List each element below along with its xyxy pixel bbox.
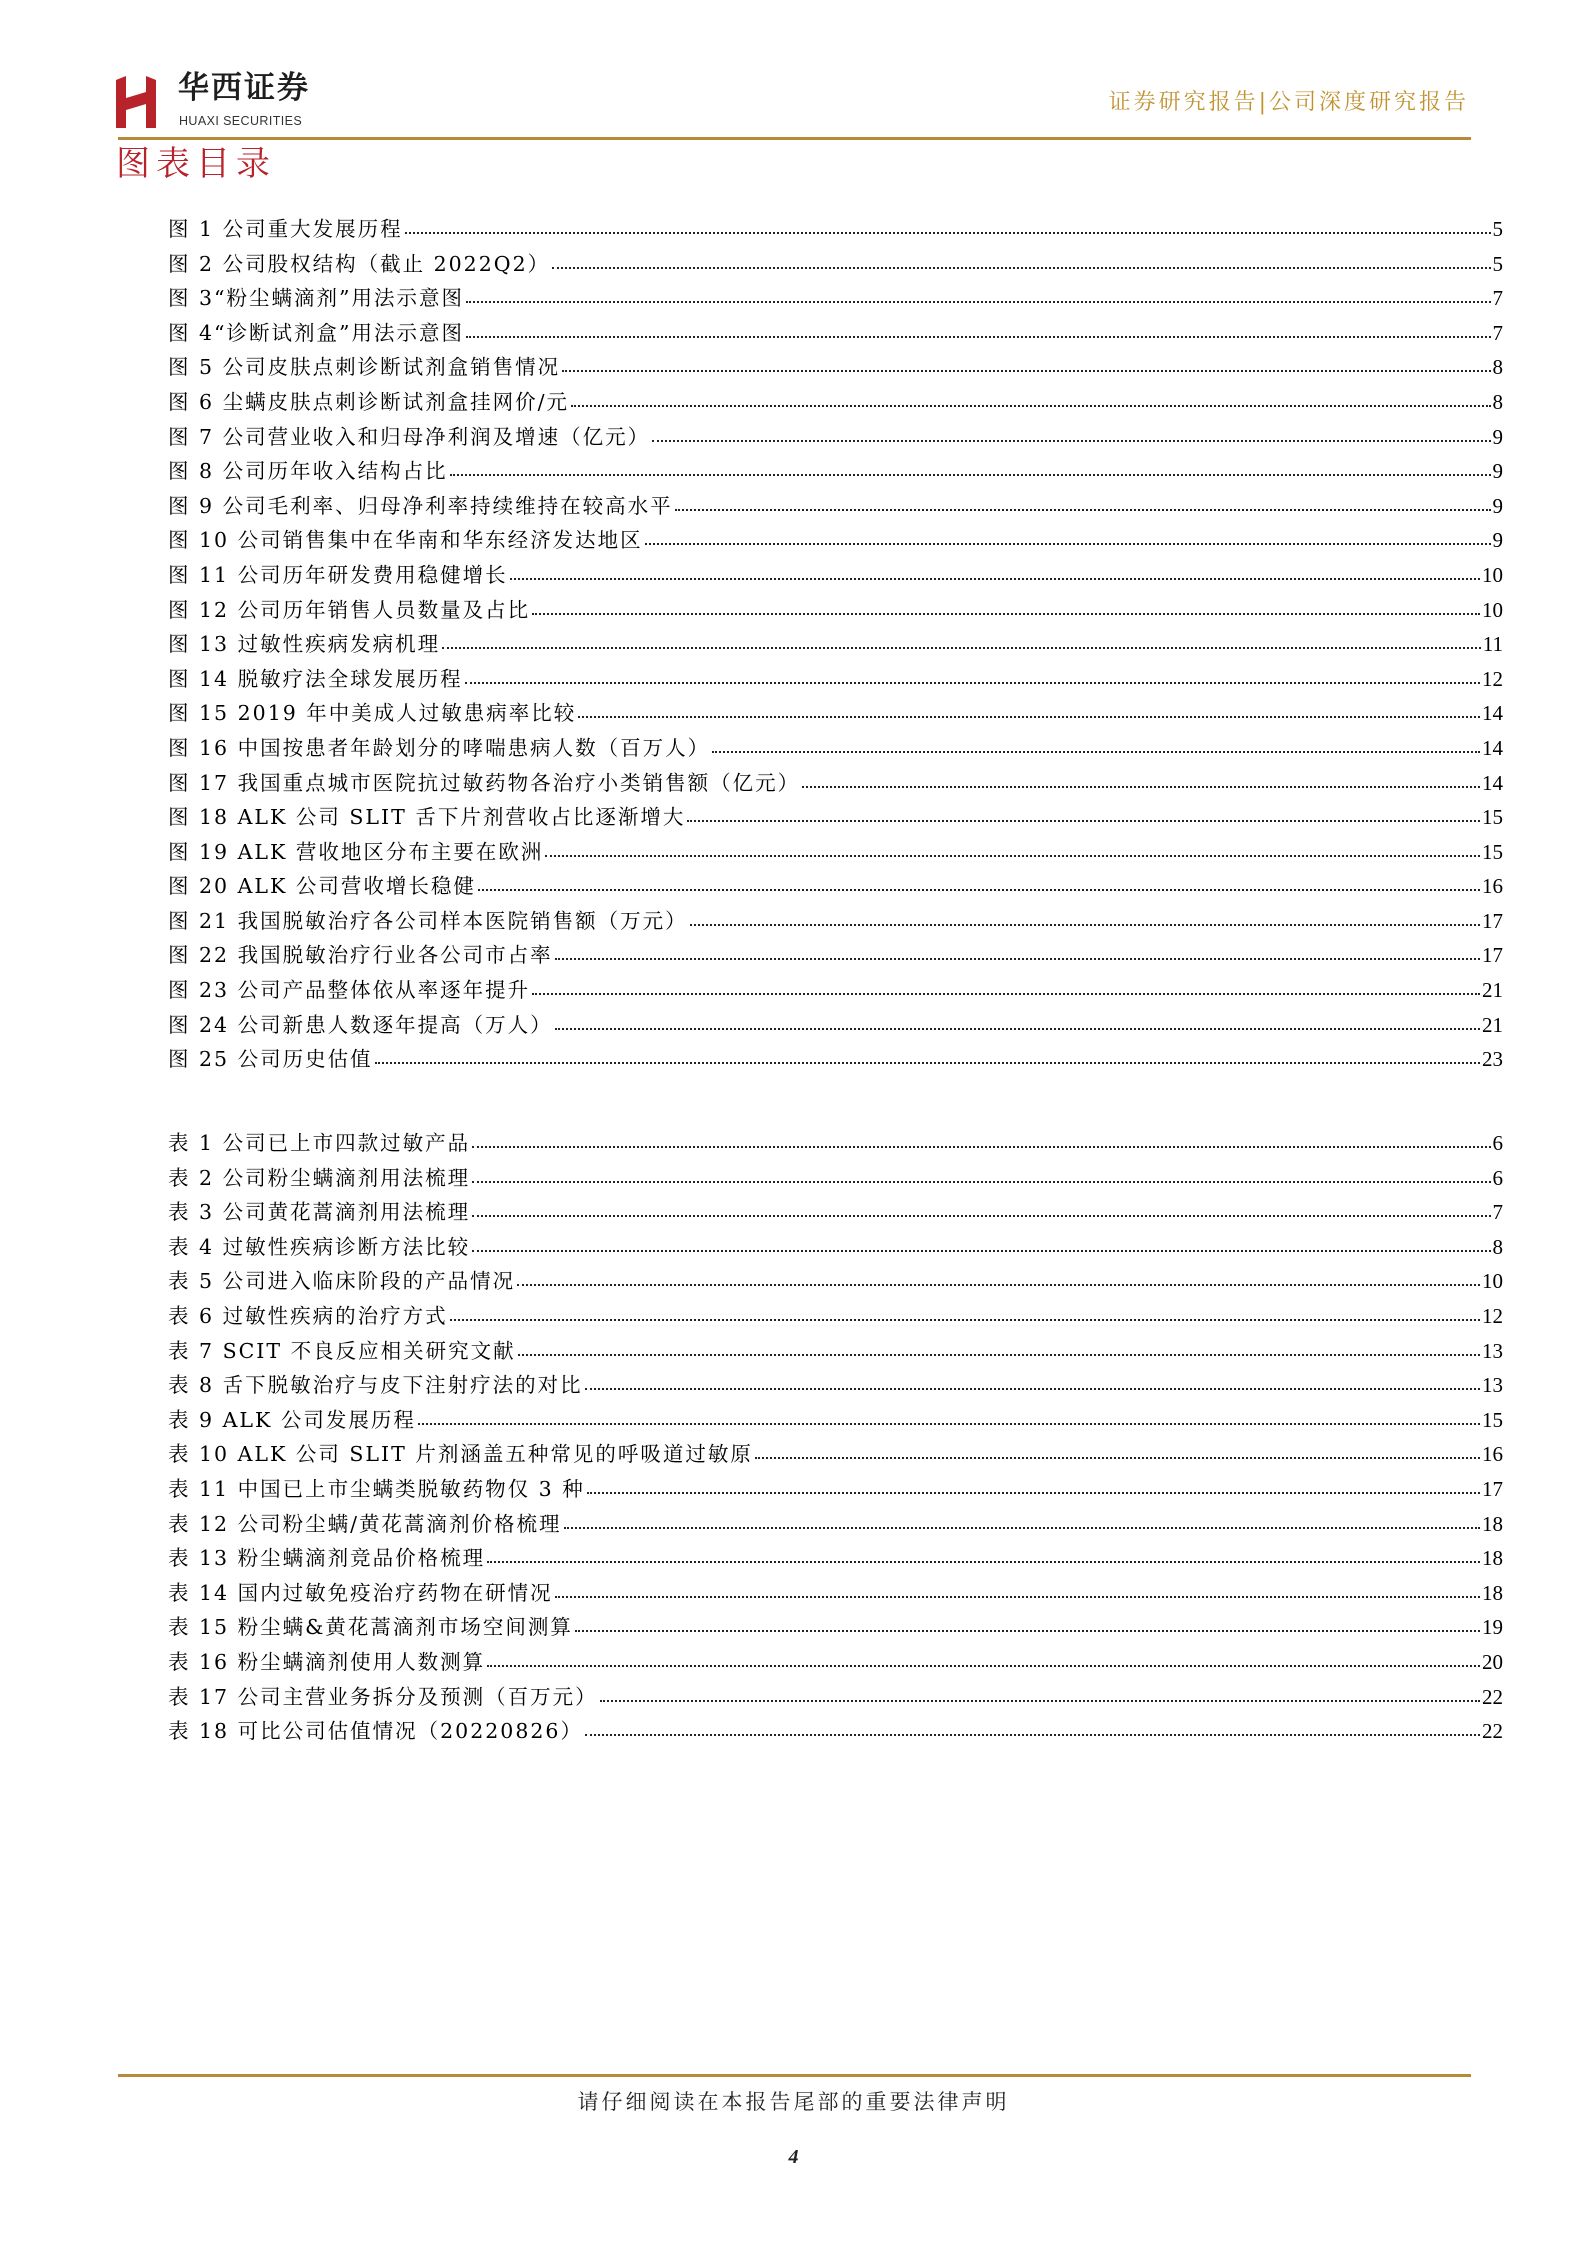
toc-leader-dots	[375, 1058, 1480, 1064]
toc-leader-dots	[687, 816, 1480, 822]
toc-item-page: 8	[1492, 389, 1503, 414]
figure-toc-item[interactable]	[168, 1042, 1503, 1077]
toc-item-label: 图 3“粉尘螨滴剂”用法示意图	[168, 286, 465, 311]
toc-item-page: 9	[1492, 459, 1503, 484]
page-header	[0, 0, 1587, 145]
toc-item-page: 20	[1482, 1649, 1503, 1674]
table-toc-item[interactable]	[168, 1507, 1503, 1542]
figure-toc-item[interactable]	[168, 731, 1503, 766]
toc-item-label: 图 8 公司历年收入结构占比	[168, 459, 448, 484]
toc-item-label: 表 4 过敏性疾病诊断方法比较	[168, 1234, 471, 1259]
toc-item-label: 表 18 可比公司估值情况（20220826）	[168, 1719, 583, 1744]
toc-item-page: 18	[1482, 1546, 1503, 1571]
toc-item-label: 图 12 公司历年销售人员数量及占比	[168, 597, 531, 622]
toc-item-page: 7	[1492, 286, 1503, 311]
page-number: 4	[788, 2146, 799, 2168]
toc-item-label: 表 15 粉尘螨&黄花蒿滴剂市场空间测算	[168, 1615, 573, 1640]
figure-toc-item[interactable]	[168, 523, 1503, 558]
toc-item-label: 表 2 公司粉尘螨滴剂用法梳理	[168, 1165, 471, 1190]
toc-item-page: 19	[1482, 1615, 1503, 1640]
table-toc-item[interactable]	[168, 1368, 1503, 1403]
table-toc-item[interactable]	[168, 1576, 1503, 1611]
toc-item-label: 图 6 尘螨皮肤点刺诊断试剂盒挂网价/元	[168, 389, 569, 414]
toc-item-label: 图 18 ALK 公司 SLIT 舌下片剂营收占比逐渐增大	[168, 805, 686, 830]
toc-leader-dots	[418, 1419, 1480, 1425]
toc-item-label: 图 14 脱敏疗法全球发展历程	[168, 666, 463, 691]
toc-item-label: 表 5 公司进入临床阶段的产品情况	[168, 1269, 516, 1294]
table-list	[168, 1126, 1503, 1749]
figure-toc-item[interactable]	[168, 627, 1503, 662]
table-toc-item[interactable]	[168, 1161, 1503, 1196]
toc-leader-dots	[755, 1453, 1480, 1459]
toc-leader-dots	[555, 954, 1480, 960]
toc-leader-dots	[555, 1592, 1480, 1598]
toc-item-page: 8	[1492, 1234, 1503, 1259]
toc-item-label: 图 11 公司历年研发费用稳健增长	[168, 562, 508, 587]
logo-english-name: HUAXI SECURITIES	[179, 114, 303, 128]
toc-item-page: 15	[1482, 839, 1503, 864]
toc-item-label: 表 11 中国已上市尘螨类脱敏药物仅 3 种	[168, 1476, 585, 1501]
figure-toc-item[interactable]	[168, 281, 1503, 316]
toc-item-page: 16	[1482, 1442, 1503, 1467]
toc-item-page: 14	[1482, 735, 1503, 760]
toc-leader-dots	[487, 1661, 1480, 1667]
table-toc-item[interactable]	[168, 1680, 1503, 1715]
toc-leader-dots	[562, 366, 1490, 372]
toc-item-page: 14	[1482, 701, 1503, 726]
toc-item-label: 图 10 公司销售集中在华南和华东经济发达地区	[168, 528, 643, 553]
toc-item-page: 5	[1492, 251, 1503, 276]
toc-leader-dots	[450, 470, 1491, 476]
toc-leader-dots	[571, 401, 1491, 407]
toc-item-label: 表 17 公司主营业务拆分及预测（百万元）	[168, 1684, 598, 1709]
toc-item-label: 图 13 过敏性疾病发病机理	[168, 632, 441, 657]
toc-item-page: 10	[1482, 562, 1503, 587]
toc-leader-dots	[652, 436, 1490, 442]
logo-chinese-name: 华西证券	[178, 70, 310, 106]
section-title: 图表目录	[116, 144, 276, 184]
table-toc-item[interactable]	[168, 1195, 1503, 1230]
toc-leader-dots	[690, 920, 1480, 926]
toc-leader-dots	[675, 505, 1491, 511]
table-toc-item[interactable]	[168, 1645, 1503, 1680]
figure-toc-item[interactable]	[168, 835, 1503, 870]
huaxi-logo-icon	[112, 72, 162, 132]
toc-item-label: 图 25 公司历史估值	[168, 1047, 373, 1072]
toc-leader-dots	[478, 885, 1480, 891]
toc-item-page: 9	[1492, 528, 1503, 553]
figure-toc-item[interactable]	[168, 973, 1503, 1008]
figure-toc-item[interactable]	[168, 766, 1503, 801]
toc-item-page: 8	[1492, 355, 1503, 380]
toc-item-label: 表 6 过敏性疾病的治疗方式	[168, 1303, 448, 1328]
table-toc-item[interactable]	[168, 1126, 1503, 1161]
toc-item-label: 图 23 公司产品整体依从率逐年提升	[168, 978, 531, 1003]
figure-toc-item[interactable]	[168, 800, 1503, 835]
toc-item-page: 7	[1492, 320, 1503, 345]
toc-leader-dots	[518, 1350, 1480, 1356]
toc-item-page: 12	[1482, 1303, 1503, 1328]
toc-item-page: 6	[1492, 1165, 1503, 1190]
figure-list	[168, 212, 1503, 1077]
toc-item-page: 23	[1482, 1047, 1503, 1072]
toc-item-page: 13	[1482, 1338, 1503, 1363]
toc-item-label: 表 14 国内过敏免疫治疗药物在研情况	[168, 1580, 553, 1605]
toc-item-label: 表 12 公司粉尘螨/黄花蒿滴剂价格梳理	[168, 1511, 562, 1536]
toc-item-page: 13	[1482, 1373, 1503, 1398]
toc-item-label: 表 16 粉尘螨滴剂使用人数测算	[168, 1649, 486, 1674]
toc-leader-dots	[578, 712, 1480, 718]
figure-toc-item[interactable]	[168, 662, 1503, 697]
figure-toc-item[interactable]	[168, 938, 1503, 973]
figure-toc-item[interactable]	[168, 316, 1503, 351]
toc-leader-dots	[712, 747, 1480, 753]
figure-toc-item[interactable]	[168, 212, 1503, 247]
toc-item-label: 图 2 公司股权结构（截止 2022Q2）	[168, 251, 551, 276]
toc-item-page: 10	[1482, 597, 1503, 622]
toc-item-label: 表 8 舌下脱敏治疗与皮下注射疗法的对比	[168, 1373, 583, 1398]
toc-item-page: 5	[1492, 217, 1503, 241]
toc-leader-dots	[585, 1730, 1480, 1736]
table-toc-item[interactable]	[168, 1610, 1503, 1645]
toc-item-page: 18	[1482, 1580, 1503, 1605]
toc-item-label: 图 16 中国按患者年龄划分的哮喘患病人数（百万人）	[168, 735, 711, 760]
legal-disclaimer: 请仔细阅读在本报告尾部的重要法律声明	[577, 2090, 1010, 2114]
table-toc-item[interactable]	[168, 1437, 1503, 1472]
footer-divider	[118, 2074, 1471, 2077]
toc-leader-dots	[472, 1142, 1490, 1148]
toc-leader-dots	[466, 297, 1490, 303]
figure-toc-item[interactable]	[168, 454, 1503, 489]
toc-item-page: 6	[1492, 1131, 1503, 1155]
toc-leader-dots	[472, 1246, 1490, 1252]
table-toc-item[interactable]	[168, 1264, 1503, 1299]
figure-toc-item[interactable]	[168, 869, 1503, 904]
toc-leader-dots	[510, 574, 1480, 580]
toc-leader-dots	[532, 989, 1480, 995]
toc-leader-dots	[645, 539, 1491, 545]
figure-toc-item[interactable]	[168, 489, 1503, 524]
toc-item-label: 图 7 公司营业收入和归母净利润及增速（亿元）	[168, 424, 651, 449]
toc-leader-dots	[802, 782, 1480, 788]
toc-item-page: 15	[1482, 1407, 1503, 1432]
toc-item-label: 图 17 我国重点城市医院抗过敏药物各治疗小类销售额（亿元）	[168, 770, 801, 795]
toc-item-page: 16	[1482, 874, 1503, 899]
figure-toc-item[interactable]	[168, 558, 1503, 593]
toc-leader-dots	[585, 1384, 1480, 1390]
toc-leader-dots	[575, 1626, 1480, 1632]
toc-item-page: 11	[1482, 632, 1503, 657]
figure-toc-item[interactable]	[168, 247, 1503, 282]
toc-item-page: 9	[1492, 493, 1503, 518]
toc-leader-dots	[472, 1177, 1490, 1183]
toc-item-label: 图 20 ALK 公司营收增长稳健	[168, 874, 476, 899]
toc-item-page: 12	[1482, 666, 1503, 691]
figure-toc-item[interactable]	[168, 385, 1503, 420]
table-toc-item[interactable]	[168, 1714, 1503, 1749]
table-toc-item[interactable]	[168, 1230, 1503, 1265]
table-toc-item[interactable]	[168, 1299, 1503, 1334]
toc-leader-dots	[466, 332, 1490, 338]
table-toc-item[interactable]	[168, 1334, 1503, 1369]
toc-item-label: 图 21 我国脱敏治疗各公司样本医院销售额（万元）	[168, 908, 688, 933]
toc-leader-dots	[532, 609, 1480, 615]
figure-toc-item[interactable]	[168, 420, 1503, 455]
toc-item-label: 表 9 ALK 公司发展历程	[168, 1407, 416, 1432]
toc-item-label: 图 15 2019 年中美成人过敏患病率比较	[168, 701, 577, 726]
figure-toc-item[interactable]	[168, 1008, 1503, 1043]
table-toc-item[interactable]	[168, 1541, 1503, 1576]
toc-leader-dots	[442, 643, 1481, 649]
toc-item-label: 图 4“诊断试剂盒”用法示意图	[168, 320, 465, 345]
figure-toc-item[interactable]	[168, 350, 1503, 385]
toc-item-page: 22	[1482, 1684, 1503, 1709]
toc-leader-dots	[517, 1280, 1480, 1286]
toc-item-label: 图 9 公司毛利率、归母净利率持续维持在较高水平	[168, 493, 673, 518]
figure-toc-item[interactable]	[168, 593, 1503, 628]
toc-item-label: 图 24 公司新患人数逐年提高（万人）	[168, 1012, 553, 1037]
figure-toc-item[interactable]	[168, 904, 1503, 939]
toc-item-page: 15	[1482, 805, 1503, 830]
toc-leader-dots	[487, 1557, 1480, 1563]
toc-item-page: 22	[1482, 1719, 1503, 1744]
toc-item-page: 18	[1482, 1511, 1503, 1536]
toc-item-label: 图 22 我国脱敏治疗行业各公司市占率	[168, 943, 553, 968]
toc-leader-dots	[450, 1315, 1480, 1321]
table-toc-item[interactable]	[168, 1403, 1503, 1438]
toc-leader-dots	[472, 1211, 1490, 1217]
toc-item-page: 21	[1482, 1012, 1503, 1037]
toc-item-page: 10	[1482, 1269, 1503, 1294]
toc-item-page: 9	[1492, 424, 1503, 449]
toc-item-page: 17	[1482, 943, 1503, 968]
header-divider	[118, 137, 1471, 140]
toc-leader-dots	[405, 228, 1491, 234]
table-toc-item[interactable]	[168, 1472, 1503, 1507]
toc-item-label: 图 5 公司皮肤点刺诊断试剂盒销售情况	[168, 355, 561, 380]
figure-toc-item[interactable]	[168, 696, 1503, 731]
toc-leader-dots	[552, 263, 1490, 269]
toc-item-page: 7	[1492, 1200, 1503, 1225]
toc-item-label: 图 1 公司重大发展历程	[168, 217, 403, 241]
toc-leader-dots	[545, 851, 1480, 857]
toc-item-label: 表 7 SCIT 不良反应相关研究文献	[168, 1338, 516, 1363]
toc-item-label: 表 10 ALK 公司 SLIT 片剂涵盖五种常见的呼吸道过敏原	[168, 1442, 753, 1467]
toc-item-label: 表 13 粉尘螨滴剂竞品价格梳理	[168, 1546, 486, 1571]
toc-item-page: 17	[1482, 908, 1503, 933]
toc-leader-dots	[587, 1488, 1480, 1494]
toc-item-page: 17	[1482, 1476, 1503, 1501]
toc-item-page: 21	[1482, 978, 1503, 1003]
report-type-label: 证券研究报告|公司深度研究报告	[1108, 90, 1469, 115]
toc-item-label: 图 19 ALK 营收地区分布主要在欧洲	[168, 839, 544, 864]
toc-item-label: 表 3 公司黄花蒿滴剂用法梳理	[168, 1200, 471, 1225]
toc-item-label: 表 1 公司已上市四款过敏产品	[168, 1131, 471, 1155]
toc-leader-dots	[600, 1696, 1480, 1702]
toc-leader-dots	[555, 1024, 1480, 1030]
toc-leader-dots	[465, 678, 1480, 684]
toc-item-page: 14	[1482, 770, 1503, 795]
toc-leader-dots	[564, 1523, 1480, 1529]
